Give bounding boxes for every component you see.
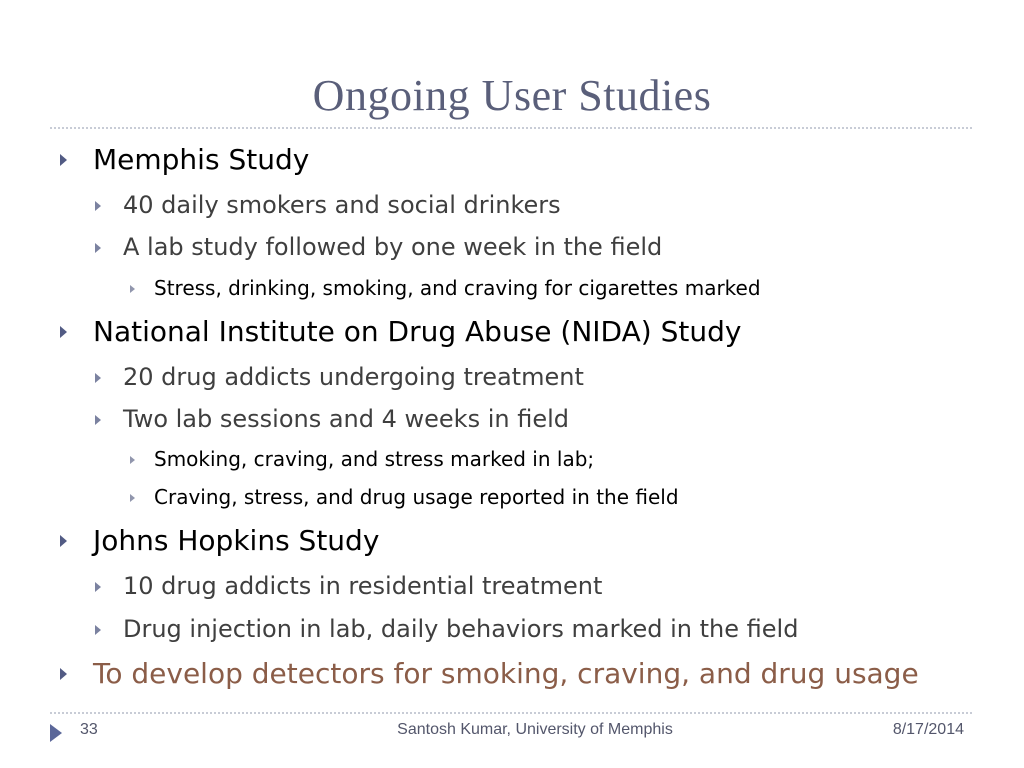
bullet-arrow-icon bbox=[95, 243, 101, 253]
bullet-arrow-icon bbox=[95, 373, 101, 383]
bullet-arrow-icon bbox=[130, 285, 135, 293]
bullet-text: Johns Hopkins Study bbox=[93, 524, 380, 557]
bullet-text: National Institute on Drug Abuse (NIDA) Study bbox=[93, 315, 742, 348]
bullet-arrow-icon bbox=[60, 326, 67, 338]
bullet-arrow-icon bbox=[60, 535, 67, 547]
bullet-arrow-icon bbox=[130, 494, 135, 502]
bullet-text: Memphis Study bbox=[93, 143, 310, 176]
footer-date: 8/17/2014 bbox=[892, 721, 964, 738]
bullet-text: Smoking, craving, and stress marked in lab; bbox=[154, 447, 595, 471]
bullet-arrow-icon bbox=[95, 625, 101, 635]
bullet-arrow-icon bbox=[95, 201, 101, 211]
footer-divider bbox=[50, 712, 972, 714]
bullet-arrow-icon bbox=[60, 154, 67, 166]
bullet-text: 10 drug addicts in residential treatment bbox=[123, 572, 603, 600]
bullet-text: Two lab sessions and 4 weeks in field bbox=[123, 405, 570, 433]
bullet-text: To develop detectors for smoking, craving, and drug usage bbox=[93, 657, 919, 690]
bullet-arrow-icon bbox=[95, 415, 101, 425]
footer-presenter: Santosh Kumar, University of Memphis bbox=[397, 721, 673, 738]
bullet-text: A lab study followed by one week in the field bbox=[123, 233, 663, 261]
bullet-text: 20 drug addicts undergoing treatment bbox=[123, 363, 584, 391]
bullet-arrow-icon bbox=[130, 456, 135, 464]
bullet-text: Drug injection in lab, daily behaviors marked in the field bbox=[123, 615, 799, 643]
bullet-text: Stress, drinking, smoking, and craving for cigarettes marked bbox=[154, 276, 761, 300]
slide-number: 33 bbox=[80, 721, 98, 738]
bullet-arrow-icon bbox=[60, 668, 67, 680]
bullet-text: 40 daily smokers and social drinkers bbox=[123, 191, 561, 219]
bullet-arrow-icon bbox=[95, 582, 101, 592]
bullet-text: Craving, stress, and drug usage reported in the field bbox=[154, 485, 679, 509]
slide-title: Ongoing User Studies bbox=[312, 71, 712, 120]
